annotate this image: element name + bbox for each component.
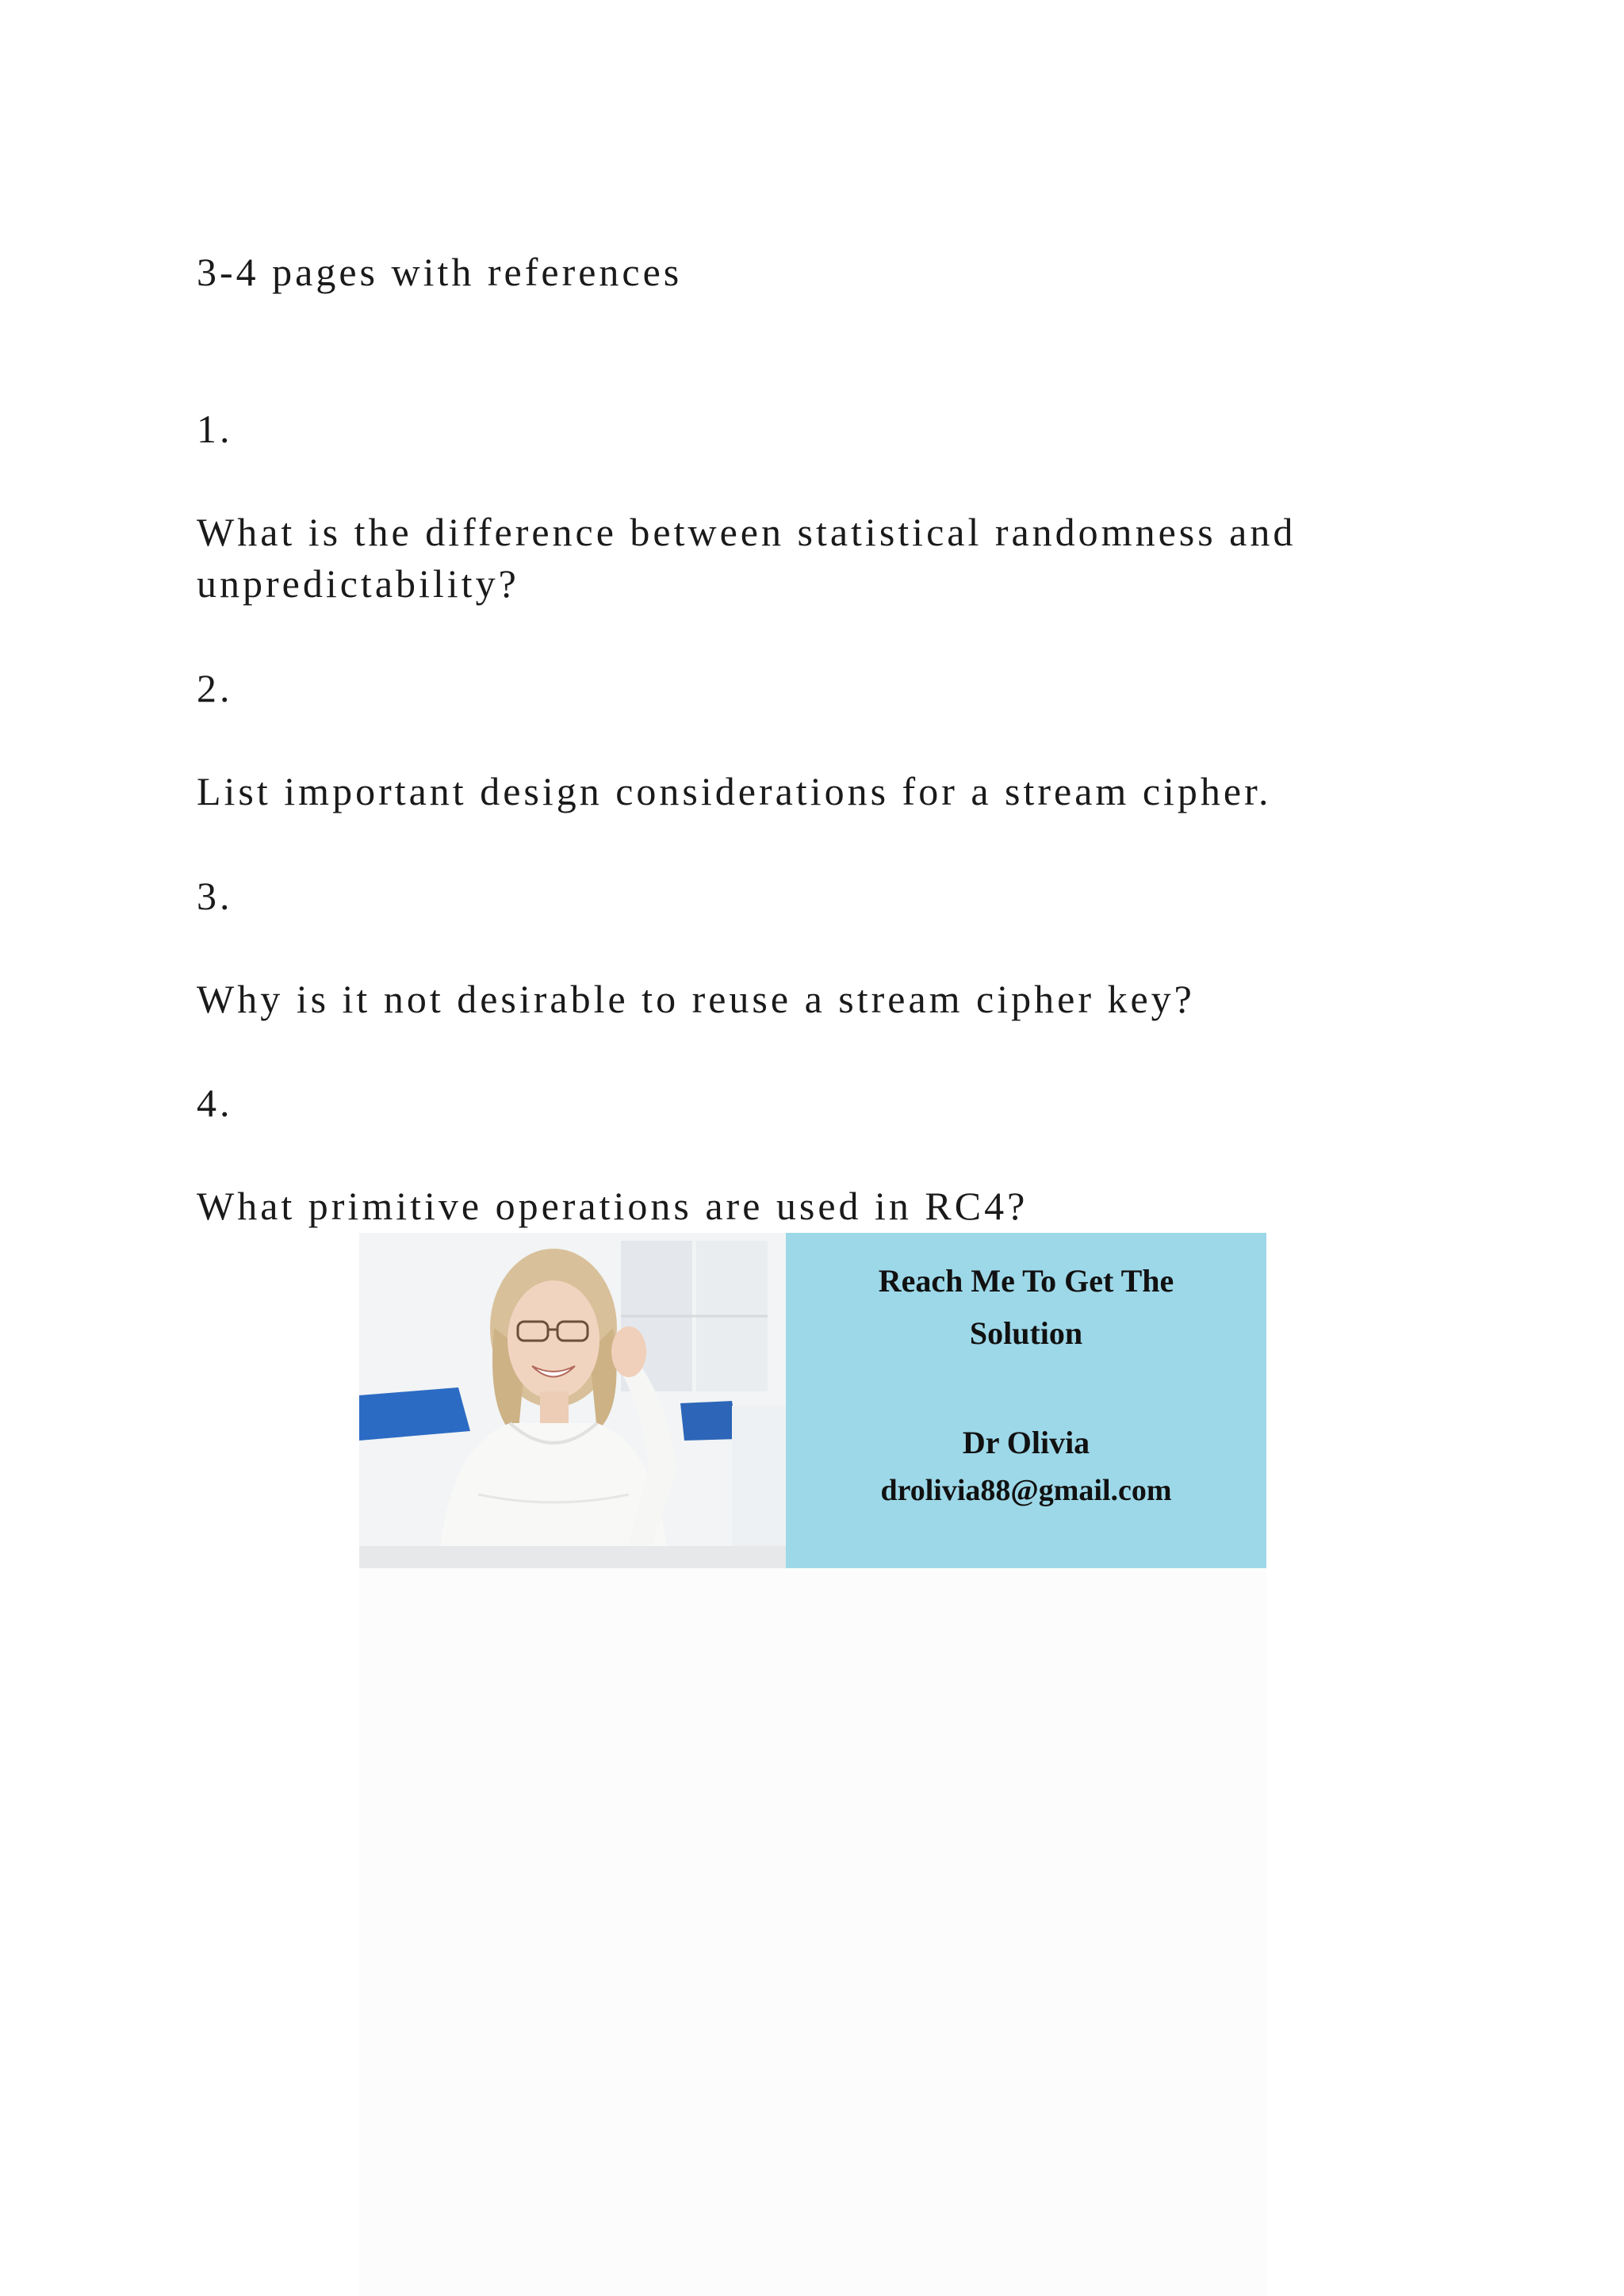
question-1-text-line-2: unpredictability? bbox=[197, 561, 519, 606]
question-4-text: What primitive operations are used in RC4? bbox=[197, 1184, 1028, 1228]
smiling-woman-photo bbox=[359, 1233, 786, 1568]
banner-heading-line-1: Reach Me To Get The bbox=[878, 1263, 1174, 1299]
intro-line: 3-4 pages with references bbox=[197, 250, 683, 294]
contact-banner bbox=[359, 1233, 1266, 1568]
question-3-number: 3. bbox=[197, 874, 233, 918]
contact-name: Dr Olivia bbox=[962, 1425, 1090, 1460]
blank-area bbox=[359, 1568, 1266, 2296]
question-2-number: 2. bbox=[197, 666, 233, 710]
question-4-number: 4. bbox=[197, 1081, 233, 1125]
question-1-text-line-1: What is the difference between statistical randomness and bbox=[197, 510, 1297, 554]
question-3-text: Why is it not desirable to reuse a stream cipher key? bbox=[197, 977, 1195, 1021]
question-2-text: List important design considerations for a stream cipher. bbox=[197, 769, 1272, 813]
banner-heading bbox=[786, 1255, 1266, 1360]
contact-info-panel bbox=[786, 1233, 1266, 1568]
banner-heading-line-2: Solution bbox=[969, 1315, 1083, 1351]
contact-email: drolivia88@gmail.com bbox=[880, 1474, 1172, 1507]
question-1-number: 1. bbox=[197, 407, 233, 451]
